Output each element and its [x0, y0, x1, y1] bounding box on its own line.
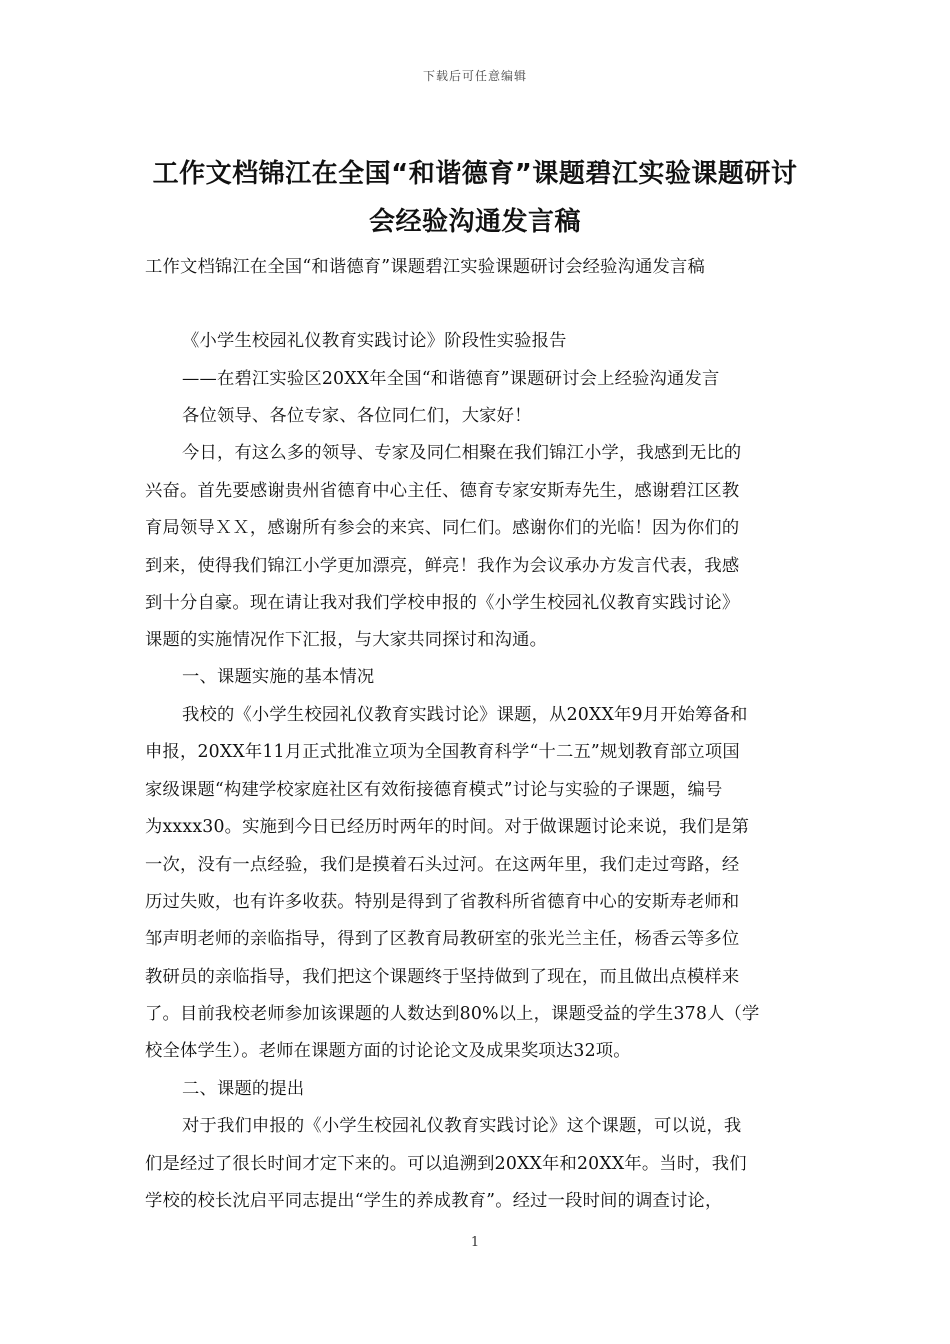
subtitle-line: 工作文档锦江在全国“和谐德育”课题碧江实验课题研讨会经验沟通发言稿 — [145, 257, 705, 277]
document-title-line-1: 工作文档锦江在全国“和谐德育”课题碧江实验课题研讨 — [152, 159, 798, 189]
header-note: 下载后可任意编辑 — [422, 69, 527, 83]
page-number: 1 — [470, 1235, 480, 1250]
body-line: 申报，20XX年11月正式批准立项为全国教育科学“十二五”规划教育部立项国 — [145, 742, 740, 762]
greeting-line: 各位领导、各位专家、各位同仁们，大家好！ — [182, 406, 532, 426]
body-line: 到十分自豪。现在请让我对我们学校申报的《小学生校园礼仪教育实践讨论》 — [145, 593, 740, 613]
body-line: 校全体学生）。老师在课题方面的讨论论文及成果奖项达32项。 — [145, 1041, 631, 1061]
body-line: 们是经过了很长时间才定下来的。可以追溯到20XX年和20XX年。当时，我们 — [145, 1154, 747, 1174]
body-line: 一次，没有一点经验，我们是摸着石头过河。在这两年里，我们走过弯路，经 — [145, 855, 740, 875]
section-heading-1: 一、课题实施的基本情况 — [182, 667, 375, 687]
body-line: 了。目前我校老师参加该课题的人数达到80%以上，课题受益的学生378人（学 — [145, 1004, 760, 1024]
body-line: 对于我们申报的《小学生校园礼仪教育实践讨论》这个课题，可以说，我 — [182, 1116, 742, 1136]
body-line: 今日，有这么多的领导、专家及同仁相聚在我们锦江小学，我感到无比的 — [182, 443, 742, 463]
body-line: 学校的校长沈启平同志提出“学生的养成教育”。经过一段时间的调查讨论， — [145, 1191, 723, 1211]
body-line: 兴奋。首先要感谢贵州省德育中心主任、德育专家安斯寿先生，感谢碧江区教 — [145, 481, 740, 501]
report-title-line: 《小学生校园礼仪教育实践讨论》阶段性实验报告 — [182, 331, 567, 351]
body-line: 为xxxx30。实施到今日已经历时两年的时间。对于做课题讨论来说，我们是第 — [145, 817, 750, 837]
body-line: 教研员的亲临指导，我们把这个课题终于坚持做到了现在，而且做出点模样来 — [145, 967, 740, 987]
body-line: 我校的《小学生校园礼仪教育实践讨论》课题，从20XX年9月开始筹备和 — [182, 705, 748, 725]
body-line: 邹声明老师的亲临指导，得到了区教育局教研室的张光兰主任，杨香云等多位 — [145, 929, 740, 949]
body-line: 到来，使得我们锦江小学更加漂亮，鲜亮！我作为会议承办方发言代表，我感 — [145, 556, 740, 576]
body-line: 课题的实施情况作下汇报，与大家共同探讨和沟通。 — [145, 630, 548, 650]
body-line: 育局领导ＸＸ，感谢所有参会的来宾、同仁们。感谢你们的光临！因为你们的 — [145, 518, 740, 538]
speech-subtitle-line: ——在碧江实验区20XX年全国“和谐德育”课题研讨会上经验沟通发言 — [182, 369, 720, 389]
section-heading-2: 二、课题的提出 — [182, 1079, 305, 1099]
document-title-line-2: 会经验沟通发言稿 — [368, 207, 581, 237]
body-line: 家级课题“构建学校家庭社区有效衔接德育模式”讨论与实验的子课题，编号 — [145, 780, 723, 800]
body-line: 历过失败，也有许多收获。特别是得到了省教科所省德育中心的安斯寿老师和 — [145, 892, 740, 912]
